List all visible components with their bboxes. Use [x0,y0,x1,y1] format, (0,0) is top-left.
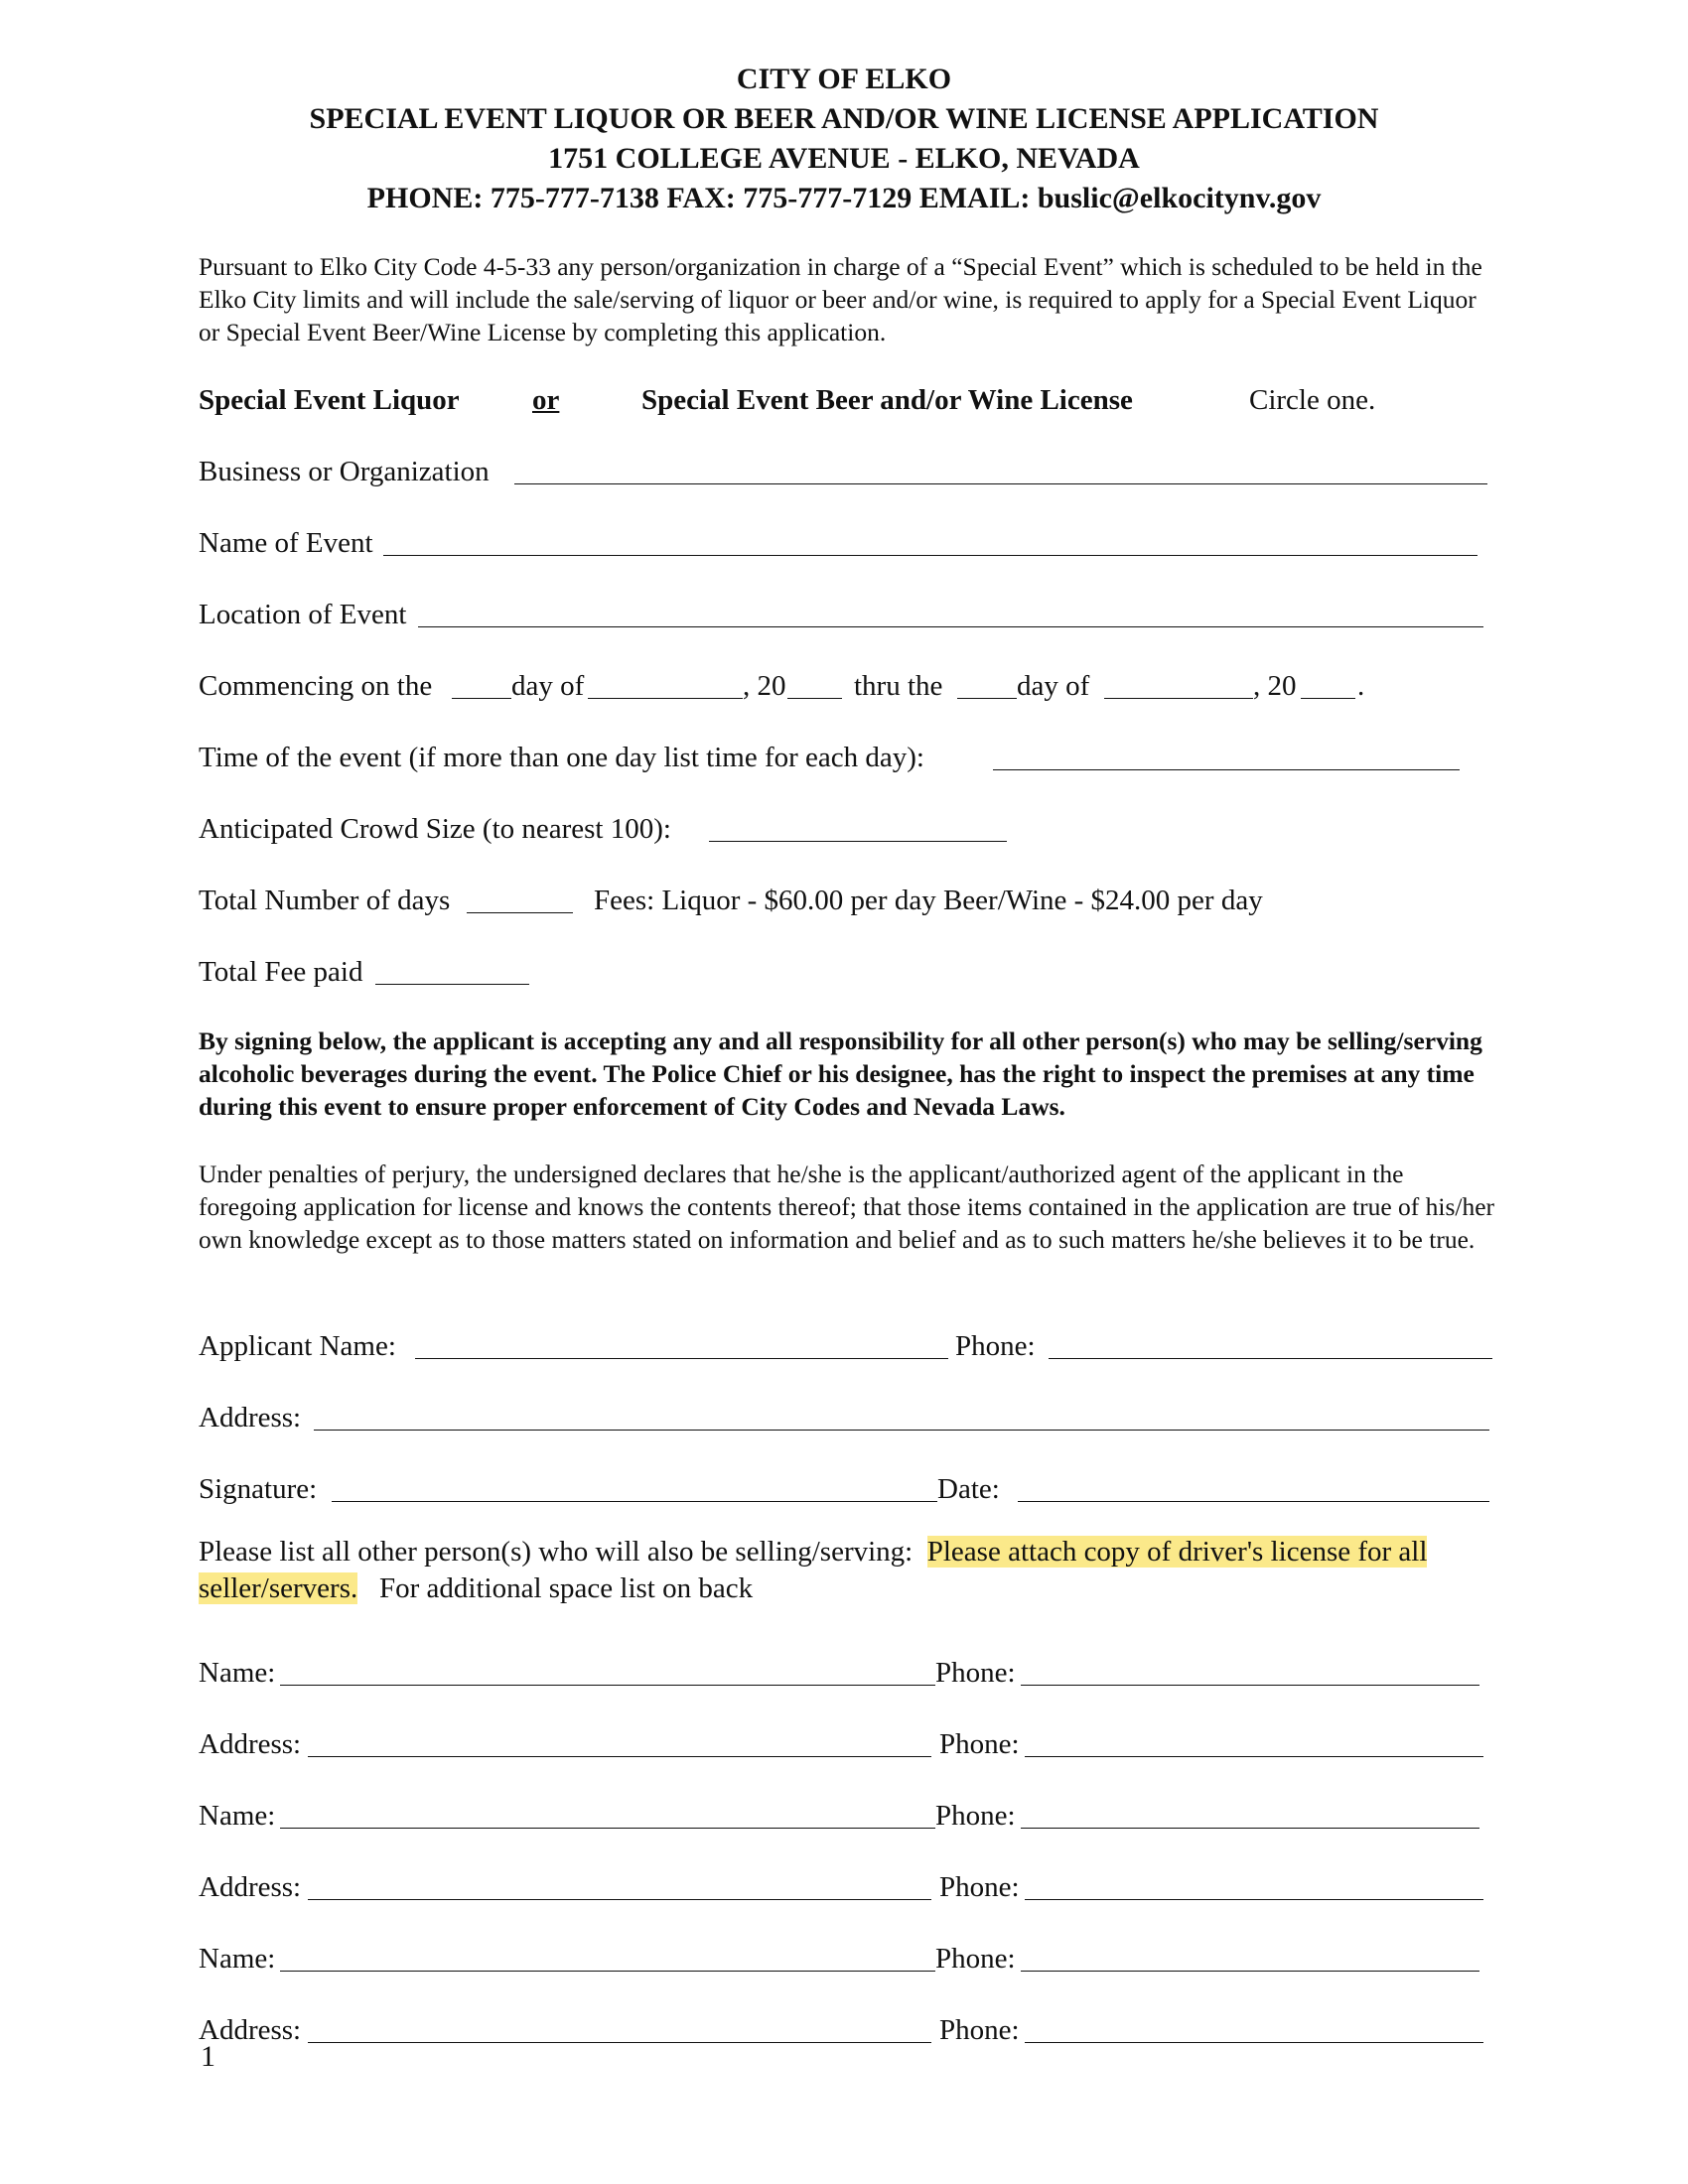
server-address-label: Address: [199,1728,302,1760]
applicant-phone-label: Phone: [955,1330,1036,1362]
server-2-address-phone-input[interactable] [1025,1899,1483,1900]
header-form-title: SPECIAL EVENT LIQUOR OR BEER AND/OR WINE LICENSE APPLICATION [309,102,1379,135]
event-name-input[interactable] [383,555,1477,556]
signature-label: Signature: [199,1473,318,1505]
applicant-phone-input[interactable] [1049,1358,1492,1359]
form-header [0,60,1688,218]
server-1-address-phone-input[interactable] [1025,1756,1483,1757]
server-1-phone-input[interactable] [1021,1685,1479,1686]
time-label: Time of the event (if more than one day list time for each day): [199,742,924,773]
header-address: 1751 COLLEGE AVENUE - ELKO, NEVADA [548,142,1140,175]
location-input[interactable] [418,626,1483,627]
location-label: Location of Event [199,599,407,630]
circle-one-instruction: Circle one. [1249,384,1376,416]
option-liquor[interactable]: Special Event Liquor [199,384,460,416]
applicant-address-label: Address: [199,1402,302,1433]
server-phone-label: Phone: [935,1657,1016,1689]
server-1-name-row [199,1655,1499,1691]
crowd-label: Anticipated Crowd Size (to nearest 100): [199,813,671,845]
date-input[interactable] [1018,1501,1489,1502]
start-year-prefix: , 20 [743,670,786,702]
total-days-label: Total Number of days [199,885,451,916]
license-copy-highlight: Please attach copy of driver's license for all seller/servers. [199,1536,1428,1604]
end-month-input[interactable] [1104,698,1253,699]
business-input[interactable] [514,483,1487,484]
option-beer-wine[interactable]: Special Event Beer and/or Wine License [641,384,1133,416]
server-3-phone-input[interactable] [1021,1971,1479,1972]
server-phone-label: Phone: [935,1943,1016,1975]
applicant-address-row [199,1400,1499,1435]
total-days-row [199,883,1499,918]
business-label: Business or Organization [199,456,490,487]
total-fee-label: Total Fee paid [199,956,363,988]
day-of-label: day of [511,670,585,702]
server-3-name-input[interactable] [280,1971,935,1972]
server-phone-label: Phone: [939,1871,1020,1903]
business-row [199,454,1499,489]
servers-instruction [199,1534,1509,1607]
total-fee-input[interactable] [375,984,529,985]
server-2-phone-input[interactable] [1021,1828,1479,1829]
event-name-row [199,525,1499,561]
date-label: Date: [937,1473,1000,1505]
server-2-address-input[interactable] [308,1899,931,1900]
page-number: 1 [201,2040,215,2073]
location-row [199,597,1499,632]
applicant-name-input[interactable] [415,1358,948,1359]
event-name-label: Name of Event [199,527,373,559]
time-row [199,740,1499,775]
header-contact: PHONE: 775-777-7138 FAX: 775-777-7129 EMAIL: buslic@elkocitynv.gov [366,182,1322,214]
start-day-input[interactable] [452,698,511,699]
or-text: or [532,384,560,416]
servers-lead: Please list all other person(s) who will also be selling/serving: [199,1536,914,1568]
perjury-statement: Under penalties of perjury, the undersigned declares that he/she is the applicant/authorized agent of the applicant in the foregoing application for license and knows the contents thereof; that those items contained in the application are true of his/her own knowledge except as to those matters stated on information and belief and as to such matters he/she believes it to be true. [199,1160,1495,1254]
servers-tail: For additional space list on back [379,1572,754,1604]
dates-period: . [1357,670,1365,702]
server-1-address-input[interactable] [308,1756,931,1757]
server-name-label: Name: [199,1657,276,1689]
server-1-name-input[interactable] [280,1685,935,1686]
total-days-input[interactable] [467,912,573,913]
end-day-of-label: day of [1017,670,1090,702]
server-phone-label: Phone: [939,1728,1020,1760]
header-city: CITY OF ELKO [736,63,952,95]
server-address-label: Address: [199,2014,302,2046]
intro-paragraph: Pursuant to Elko City Code 4-5-33 any person/organization in charge of a “Special Event” which is scheduled to be held in the Elko City limits and will include the sale/serving of liquor or beer and/or wine, is required to apply for a Special Event Liquor or Special Event Beer/Wine License by completing this application. [199,252,1482,346]
license-type-row [199,382,1489,418]
end-year-input[interactable] [1301,698,1355,699]
end-year-prefix: , 20 [1253,670,1297,702]
start-month-input[interactable] [588,698,743,699]
server-phone-label: Phone: [939,2014,1020,2046]
thru-the-label: thru the [854,670,943,702]
server-3-address-input[interactable] [308,2042,931,2043]
responsibility-notice: By signing below, the applicant is accepting any and all responsibility for all other person(s) who may be selling/serving alcoholic beverages during the event. The Police Chief or his designee, has the right to inspect the premises at any time during this event to ensure proper enforcement of City Codes and Nevada Laws. [199,1026,1482,1121]
crowd-row [199,811,1499,847]
end-day-input[interactable] [957,698,1017,699]
server-2-address-row [199,1869,1499,1905]
server-name-label: Name: [199,1943,276,1975]
start-year-input[interactable] [787,698,842,699]
server-name-label: Name: [199,1800,276,1832]
server-address-label: Address: [199,1871,302,1903]
fees-text: Fees: Liquor - $60.00 per day Beer/Wine - $24.00 per day [594,885,1263,916]
server-2-name-input[interactable] [280,1828,935,1829]
server-1-address-row [199,1726,1499,1762]
server-phone-label: Phone: [935,1800,1016,1832]
server-3-address-row [199,2012,1499,2048]
signature-row [199,1471,1499,1507]
commencing-label: Commencing on the [199,670,433,702]
applicant-address-input[interactable] [314,1430,1489,1431]
crowd-input[interactable] [709,841,1007,842]
time-input[interactable] [993,769,1460,770]
applicant-name-label: Applicant Name: [199,1330,396,1362]
server-3-name-row [199,1941,1499,1977]
total-fee-row [199,954,1499,990]
applicant-name-row [199,1328,1499,1364]
server-2-name-row [199,1798,1499,1834]
signature-input[interactable] [332,1501,937,1502]
server-3-address-phone-input[interactable] [1025,2042,1483,2043]
dates-row [199,668,1499,704]
